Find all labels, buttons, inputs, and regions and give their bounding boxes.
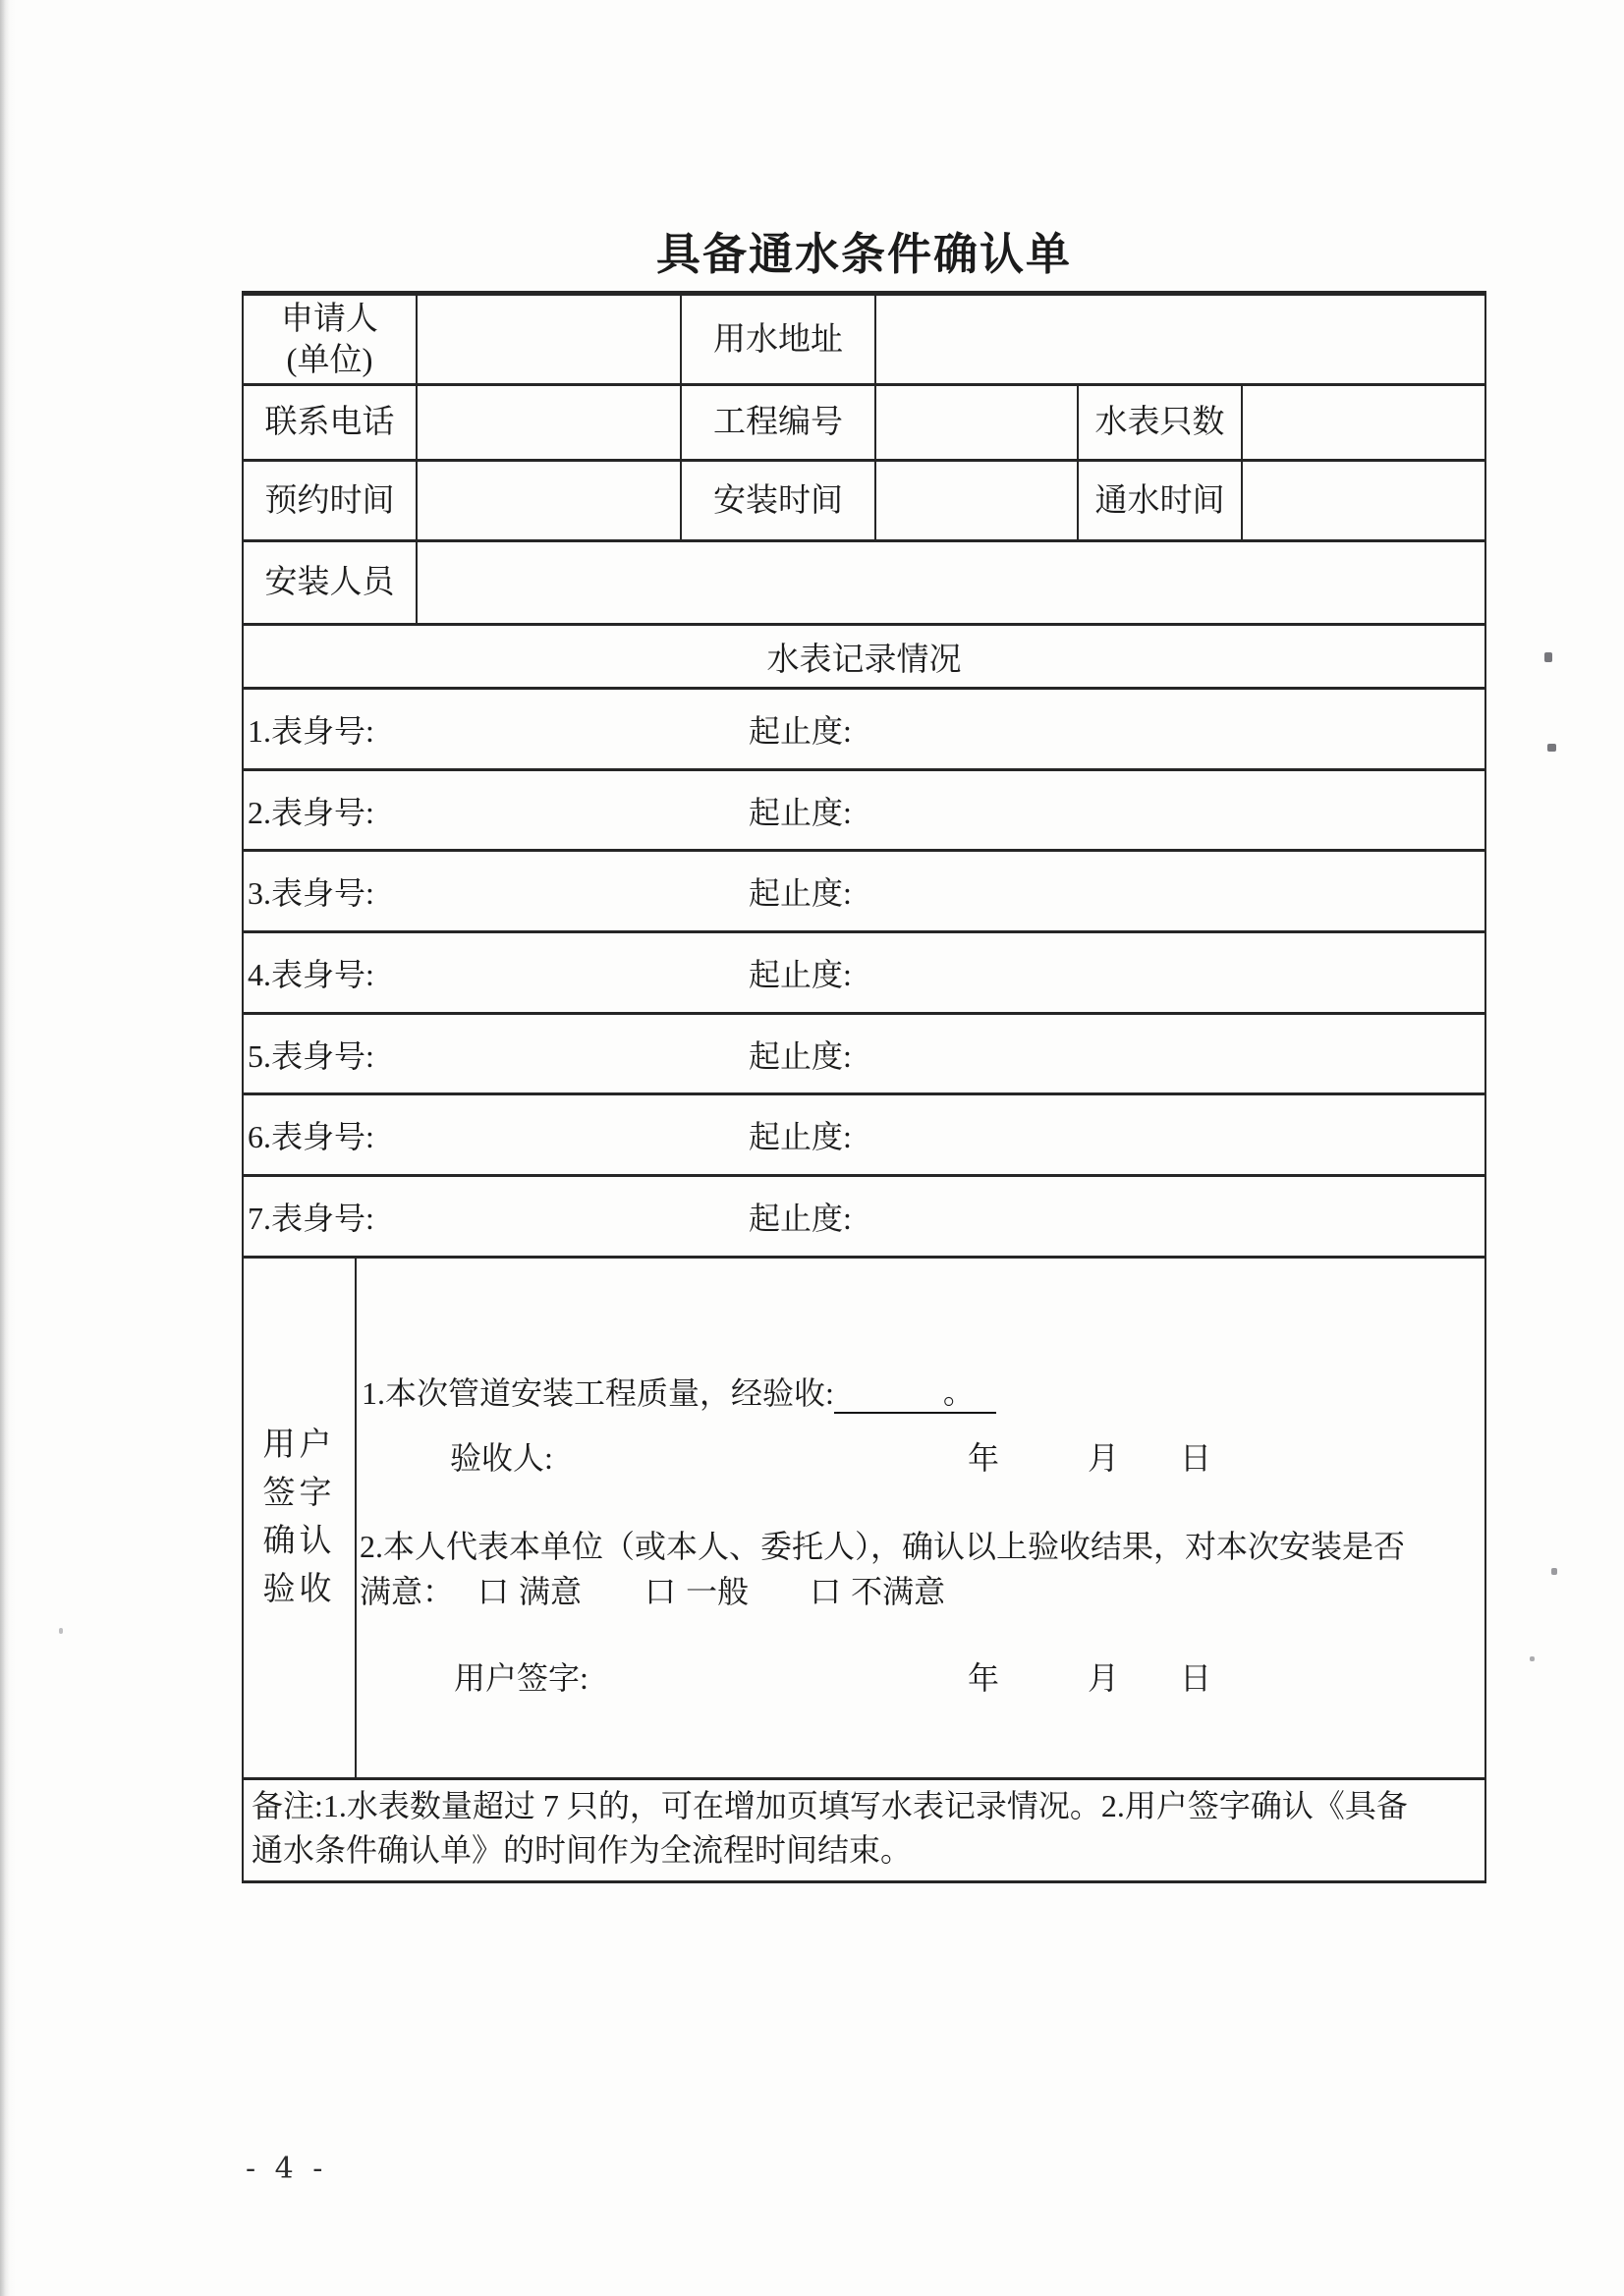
meter-range-label: 起止度: <box>749 956 852 992</box>
applicant-label-line2: (单位) <box>286 342 373 378</box>
option-average <box>644 1567 749 1612</box>
signature-content <box>357 1259 1484 1777</box>
water-on-time-value-cell <box>1243 462 1484 539</box>
meter-range-label: 起止度: <box>749 875 852 912</box>
meter-row-1 <box>244 690 1484 771</box>
appointment-time-value-cell <box>418 462 682 539</box>
meter-range-label: 起止度: <box>749 1119 852 1155</box>
appointment-time-label: 预约时间 <box>244 462 418 539</box>
acceptance-result-blank <box>834 1372 996 1414</box>
scanner-edge-shadow <box>0 0 16 2296</box>
option-satisfied <box>477 1567 582 1612</box>
scan-speck <box>1547 744 1556 752</box>
satisfaction-options-line <box>360 1567 945 1612</box>
row-times <box>244 462 1484 542</box>
side-label-line1: 用户 <box>262 1427 336 1463</box>
option-unsatisfied <box>810 1567 945 1612</box>
row-contact <box>244 386 1484 462</box>
side-label-line3: 确认 <box>262 1523 336 1559</box>
scan-speck <box>1551 1568 1557 1575</box>
option-satisfied-label: 满意 <box>519 1573 583 1609</box>
scan-speck <box>1530 1656 1535 1661</box>
row-applicant <box>244 296 1484 386</box>
satisfaction-prefix: 满意： <box>360 1573 455 1609</box>
month-label: 月 <box>1088 1659 1120 1696</box>
year-label: 年 <box>968 1439 1000 1476</box>
applicant-label-line1: 申请人 <box>281 301 378 337</box>
meter-row-3 <box>244 852 1484 933</box>
installer-value-cell <box>418 542 1484 623</box>
signature-section <box>244 1259 1484 1780</box>
meter-row-6 <box>244 1095 1484 1177</box>
acceptor-label: 验收人: <box>450 1439 553 1476</box>
install-time-value-cell <box>876 462 1079 539</box>
checkbox-average: 口 <box>644 1573 677 1609</box>
month-label: 月 <box>1088 1439 1120 1476</box>
meter-range-label: 起止度: <box>749 712 852 749</box>
acceptance-item2-line1: 2.本人代表本单位（或本人、委托人），确认以上验收结果，对本次安装是否 <box>360 1528 1406 1564</box>
meter-body-no-label: 5.表身号: <box>248 1037 374 1074</box>
meter-range-label: 起止度: <box>749 794 852 830</box>
meter-row-7 <box>244 1177 1484 1259</box>
footer-note-line1: 备注:1.水表数量超过 7 只的，可在增加页填写水表记录情况。2.用户签字确认《具备 <box>252 1787 1408 1823</box>
installer-label: 安装人员 <box>244 542 418 623</box>
meter-count-label: 水表只数 <box>1079 386 1243 459</box>
meter-body-no-label: 1.表身号: <box>248 712 374 749</box>
year-label: 年 <box>968 1659 1000 1696</box>
applicant-label <box>244 296 418 383</box>
meter-count-value-cell <box>1243 386 1484 459</box>
footer-note-line2: 通水条件确认单》的时间作为全流程时间结束。 <box>252 1831 913 1868</box>
day-label: 日 <box>1180 1439 1212 1476</box>
water-on-time-label: 通水时间 <box>1079 462 1243 539</box>
water-address-label: 用水地址 <box>682 296 876 383</box>
meter-body-no-label: 2.表身号: <box>248 794 374 830</box>
contact-phone-label: 联系电话 <box>244 386 418 459</box>
applicant-value-cell <box>418 296 682 383</box>
acceptance-item1 <box>362 1369 996 1414</box>
footer-note <box>244 1780 1484 1880</box>
meter-body-no-label: 4.表身号: <box>248 956 374 992</box>
confirmation-form-table <box>242 291 1486 1883</box>
checkbox-unsatisfied: 口 <box>810 1573 842 1609</box>
page-title: 具备通水条件确认单 <box>655 230 1072 279</box>
project-no-value-cell <box>876 386 1079 459</box>
meter-body-no-label: 3.表身号: <box>248 875 374 912</box>
side-label-line4: 验收 <box>262 1571 336 1607</box>
row-meter-section-header <box>244 626 1484 690</box>
meter-row-4 <box>244 933 1484 1015</box>
meter-range-label: 起止度: <box>749 1037 852 1074</box>
checkbox-satisfied: 口 <box>477 1573 510 1609</box>
page-number: - 4 - <box>246 2152 328 2186</box>
signature-side-label <box>244 1259 357 1777</box>
row-installer <box>244 542 1484 626</box>
acceptance-item1-period: 。 <box>942 1373 975 1410</box>
option-unsatisfied-label: 不满意 <box>851 1573 946 1609</box>
meter-range-label: 起止度: <box>749 1200 852 1236</box>
user-sign-label: 用户签字: <box>454 1659 588 1696</box>
install-time-label: 安装时间 <box>682 462 876 539</box>
contact-phone-value-cell <box>418 386 682 459</box>
scan-speck <box>59 1628 63 1634</box>
meter-body-no-label: 7.表身号: <box>248 1200 374 1236</box>
meter-body-no-label: 6.表身号: <box>248 1119 374 1155</box>
water-address-value-cell <box>876 296 1484 383</box>
meter-row-2 <box>244 771 1484 853</box>
user-sign-date-line <box>357 1653 1484 1699</box>
meter-section-title: 水表记录情况 <box>766 642 962 678</box>
side-label-line2: 签字 <box>262 1475 336 1511</box>
option-average-label: 一般 <box>686 1573 750 1609</box>
acceptor-date-line <box>357 1433 1484 1479</box>
day-label: 日 <box>1180 1659 1212 1696</box>
meter-row-5 <box>244 1015 1484 1096</box>
acceptance-item1-text: 1.本次管道安装工程质量，经验收: <box>362 1374 834 1411</box>
project-no-label: 工程编号 <box>682 386 876 459</box>
scan-speck <box>1544 652 1552 662</box>
